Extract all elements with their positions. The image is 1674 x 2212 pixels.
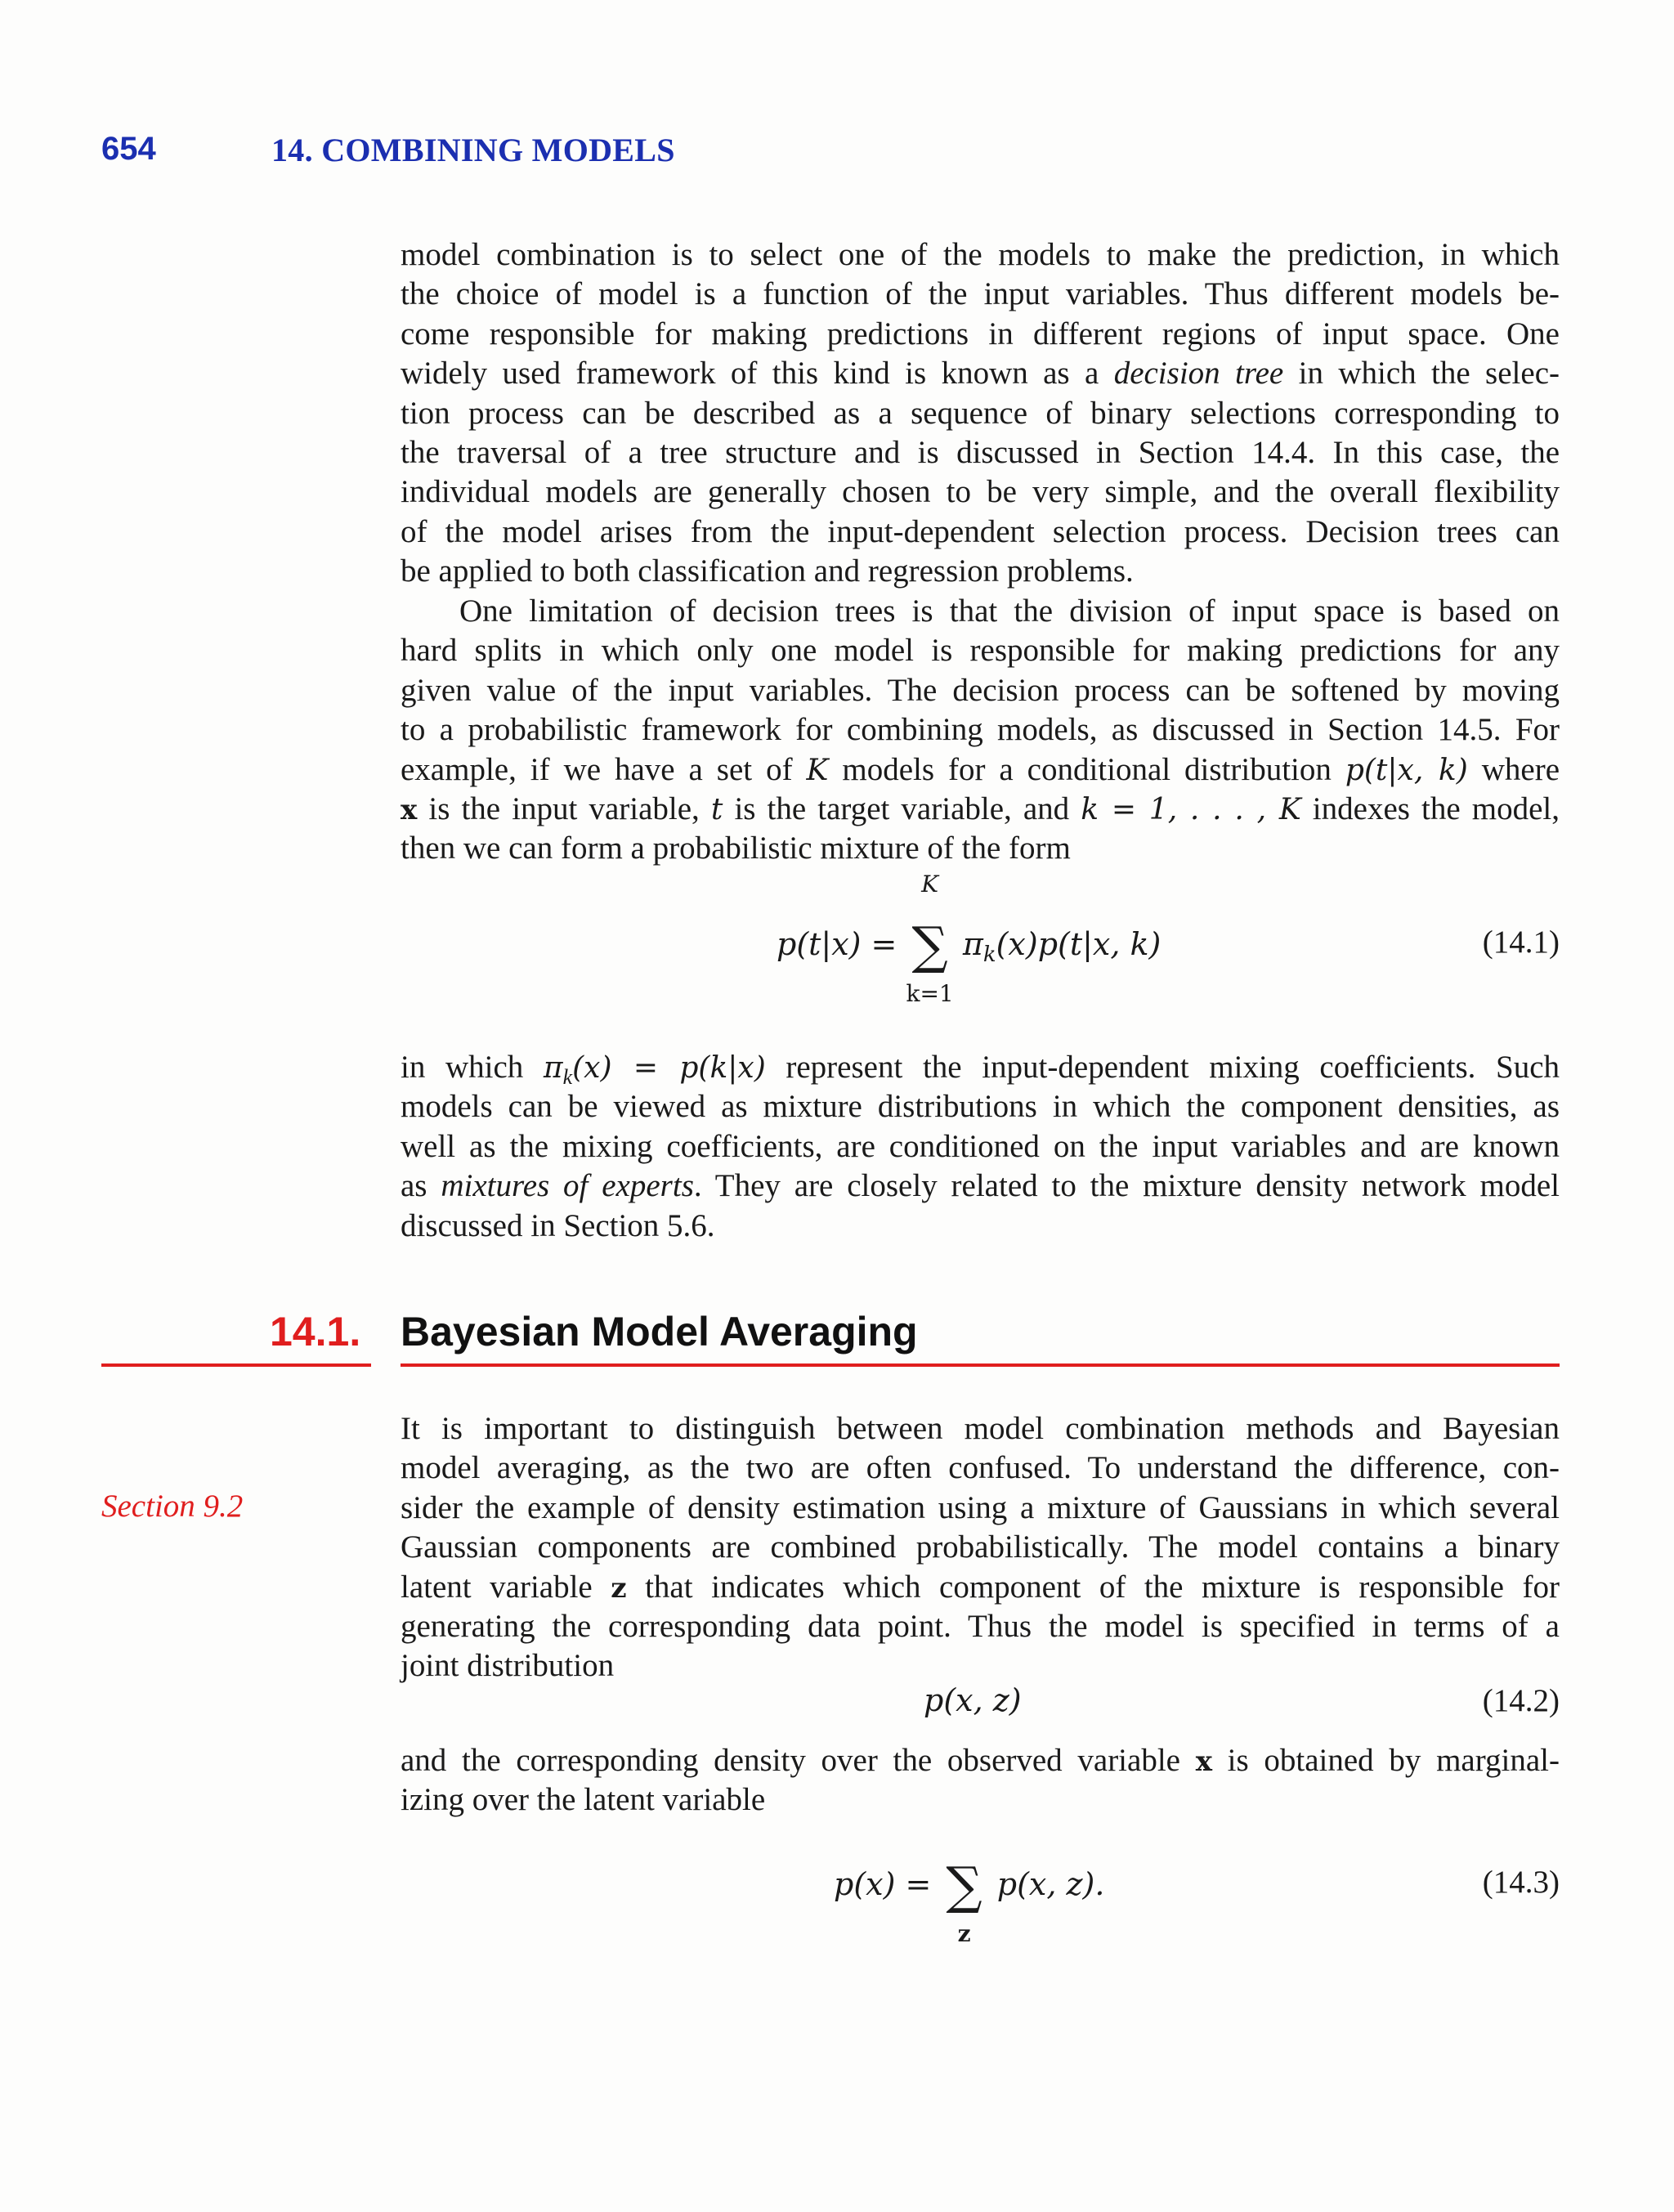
text-line: to a probabilistic framework for combining models, as discussed in Section 14.5. For	[401, 712, 1560, 748]
text-line: given value of the input variables. The decision process can be softened by moving	[401, 672, 1560, 708]
math-subscript: k	[562, 1065, 573, 1089]
text-line	[401, 1166, 1560, 1206]
text-run: example, if we have a set of	[401, 751, 807, 787]
math-x: x	[1195, 1745, 1212, 1778]
math-conditional: p(t|x, k)	[1345, 753, 1468, 787]
text-run: is obtained by marginal-	[1211, 1743, 1560, 1778]
math-x: x	[401, 793, 418, 826]
equation-body	[777, 871, 1162, 1007]
equation-lhs: p(t|x) =	[777, 926, 897, 962]
text-run: widely used framework of this kind is known as a	[401, 356, 1114, 392]
paragraph-3	[401, 1048, 1560, 1246]
equation-body	[834, 1856, 1105, 1947]
text-line: model combination is to select one of the models to make the prediction, in which	[401, 237, 1560, 272]
section-title: Bayesian Model Averaging	[401, 1309, 918, 1355]
equation-number: (14.3)	[1482, 1865, 1560, 1900]
text-line: models can be viewed as mixture distributions in which the component densities, as	[401, 1089, 1560, 1125]
text-line: the choice of model is a function of the input variables. Thus different models be-	[401, 276, 1560, 312]
emphasis-mixtures-of-experts: mixtures of experts	[441, 1168, 694, 1204]
text-line: be applied to both classification and regression problems.	[401, 553, 1134, 589]
text-line: izing over the latent variable	[401, 1782, 766, 1818]
text-run: where	[1467, 751, 1560, 787]
text-line: joint distribution	[401, 1648, 615, 1684]
summation-symbol: ∑ K k=1	[906, 871, 954, 1007]
text-line	[401, 1048, 1560, 1087]
text-line: One limitation of decision trees is that the division of input space is based on	[459, 593, 1560, 629]
section-rule-right	[401, 1363, 1560, 1367]
summation-lower-limit: k=1	[906, 980, 954, 1007]
text-line	[401, 750, 1560, 790]
page-number: 654	[101, 131, 156, 167]
text-line	[401, 354, 1560, 393]
text-run: is the target variable, and	[723, 790, 1081, 826]
text-run: as	[401, 1168, 441, 1204]
math-t: t	[710, 792, 723, 826]
text-line: generating the corresponding data point. Thus the model is specified in terms of a	[401, 1608, 1560, 1644]
text-run: indexes the model,	[1300, 790, 1560, 826]
text-line: Gaussian components are combined probabilistically. The model contains a binary	[401, 1529, 1560, 1565]
equation-body: p(x, z)	[924, 1682, 1022, 1718]
math-mixing-coefficient: (x) = p(k|x)	[572, 1051, 766, 1085]
text-run: . They are closely related to the mixture density network model	[693, 1168, 1560, 1204]
text-line	[401, 1741, 1560, 1780]
equation-14-1	[401, 871, 1560, 1007]
summation-symbol: ∑ z	[946, 1856, 982, 1947]
paragraph-1	[401, 235, 1560, 592]
math-pi: π	[543, 1051, 563, 1085]
text-line: then we can form a probabilistic mixture of the form	[401, 831, 1071, 866]
equation-rhs: p(x, z).	[996, 1866, 1105, 1902]
text-line: model averaging, as the two are often confused. To understand the difference, con-	[401, 1450, 1560, 1486]
equation-lhs: p(x) =	[834, 1866, 932, 1902]
text-run: latent variable	[401, 1569, 611, 1605]
text-line: It is important to distinguish between model combination methods and Bayesian	[401, 1411, 1560, 1446]
text-line: discussed in Section 5.6.	[401, 1207, 715, 1243]
text-run: models for a conditional distribution	[828, 751, 1345, 787]
text-line: sider the example of density estimation using a mixture of Gaussians in which several	[401, 1489, 1560, 1525]
equation-number: (14.1)	[1482, 925, 1560, 960]
paragraph-2	[401, 592, 1560, 869]
emphasis-decision-tree: decision tree	[1113, 356, 1284, 392]
equation-number: (14.2)	[1482, 1683, 1560, 1718]
text-run: is the input variable,	[417, 790, 711, 826]
equation-rhs-subscript: k	[982, 943, 996, 967]
summation-lower-limit: z	[957, 1920, 971, 1947]
section-rule-left	[101, 1363, 371, 1367]
text-line: individual models are generally chosen to be very simple, and the overall flexibility	[401, 474, 1560, 510]
text-run: in which the selec-	[1283, 356, 1560, 392]
text-run: and the corresponding density over the observed variable	[401, 1743, 1196, 1778]
text-run: in which	[401, 1050, 544, 1085]
running-header-title: 14. COMBINING MODELS	[271, 132, 675, 168]
text-line: hard splits in which only one model is responsible for making predictions for any	[401, 633, 1560, 669]
math-z: z	[611, 1571, 627, 1605]
text-line	[401, 1568, 1560, 1607]
text-line: the traversal of a tree structure and is discussed in Section 14.4. In this case, the	[401, 434, 1560, 470]
equation-14-3	[401, 1856, 1560, 1947]
equation-14-2	[401, 1682, 1560, 1731]
text-line	[401, 790, 1560, 829]
text-line: well as the mixing coefficients, are conditioned on the input variables and are known	[401, 1128, 1560, 1164]
section-number: 14.1.	[270, 1309, 361, 1355]
text-line: of the model arises from the input-dependent selection process. Decision trees can	[401, 513, 1560, 549]
paragraph-5	[401, 1741, 1560, 1820]
summation-upper-limit: K	[921, 871, 939, 898]
text-line: come responsible for making predictions in different regions of input space. One	[401, 316, 1560, 352]
text-run: that indicates which component of the mixture is responsible for	[626, 1569, 1560, 1605]
text-line: tion process can be described as a sequence of binary selections corresponding to	[401, 395, 1560, 431]
paragraph-4	[401, 1409, 1560, 1686]
margin-note-section-link[interactable]: Section 9.2	[101, 1489, 244, 1524]
equation-rhs-pi: π	[962, 926, 983, 962]
math-K: K	[806, 753, 829, 787]
text-run: represent the input-dependent mixing coefficients. Such	[765, 1050, 1560, 1085]
equation-rhs: (x)p(t|x, k)	[996, 926, 1162, 962]
math-k-range: k = 1, . . . , K	[1081, 792, 1301, 826]
